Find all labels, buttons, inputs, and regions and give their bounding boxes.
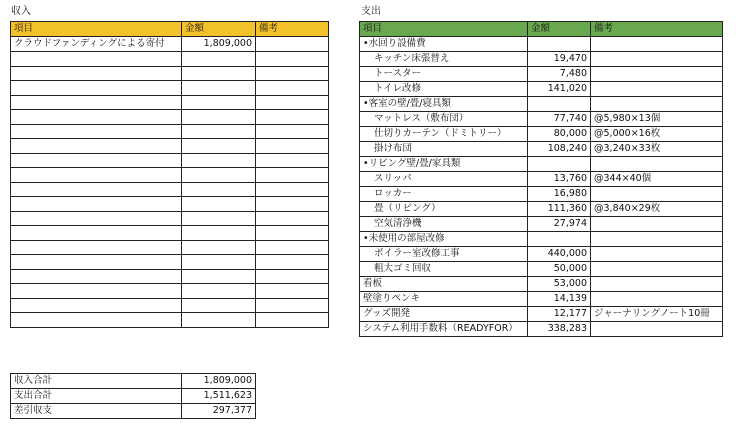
expense-amount: 108,240 xyxy=(528,142,591,157)
expense-amount xyxy=(528,97,591,112)
summary-row xyxy=(11,374,256,389)
expense-item: 壁塗りペンキ xyxy=(360,292,528,307)
expense-item: 掛け布団 xyxy=(360,142,528,157)
income-item xyxy=(11,95,182,110)
income-amount xyxy=(182,255,256,270)
income-item xyxy=(11,298,182,313)
income-amount: 1,809,000 xyxy=(182,37,256,52)
expense-note xyxy=(591,232,723,247)
expense-amount: 440,000 xyxy=(528,247,591,262)
income-amount xyxy=(182,52,256,67)
income-note xyxy=(256,255,329,270)
expense-title: 支出 xyxy=(361,6,381,17)
expense-note xyxy=(591,322,723,337)
income-amount xyxy=(182,182,256,197)
summary-row xyxy=(11,389,256,404)
expense-item: 看板 xyxy=(360,277,528,292)
expense-item: スリッパ xyxy=(360,172,528,187)
expense-amount xyxy=(528,37,591,52)
expense-amount xyxy=(528,232,591,247)
expense-item: 空気清浄機 xyxy=(360,217,528,232)
income-empty-row xyxy=(11,197,329,212)
income-item xyxy=(11,182,182,197)
expense-amount: 50,000 xyxy=(528,262,591,277)
expense-note: @344×40個 xyxy=(591,172,723,187)
expense-item: •水回り設備費 xyxy=(360,37,528,52)
expense-note xyxy=(591,262,723,277)
expense-row xyxy=(360,52,723,67)
income-note xyxy=(256,182,329,197)
expense-row xyxy=(360,97,723,112)
income-empty-row xyxy=(11,313,329,328)
expense-note xyxy=(591,52,723,67)
expense-item: 畳（リビング） xyxy=(360,202,528,217)
income-note xyxy=(256,153,329,168)
income-note xyxy=(256,124,329,139)
income-item xyxy=(11,269,182,284)
income-note xyxy=(256,37,329,52)
income-note xyxy=(256,95,329,110)
income-note xyxy=(256,284,329,299)
expense-amount: 338,283 xyxy=(528,322,591,337)
expense-item: •リビング壁/畳/家具類 xyxy=(360,157,528,172)
income-amount xyxy=(182,66,256,81)
income-row xyxy=(11,37,329,52)
income-empty-row xyxy=(11,168,329,183)
income-item xyxy=(11,66,182,81)
summary-label: 収入合計 xyxy=(11,374,182,389)
expense-note: @5,980×13個 xyxy=(591,112,723,127)
expense-note: @3,240×33枚 xyxy=(591,142,723,157)
income-empty-row xyxy=(11,110,329,125)
income-amount xyxy=(182,168,256,183)
expense-row xyxy=(360,232,723,247)
expense-note xyxy=(591,82,723,97)
income-amount xyxy=(182,211,256,226)
expense-amount: 77,740 xyxy=(528,112,591,127)
income-empty-row xyxy=(11,81,329,96)
expense-note: @3,840×29枚 xyxy=(591,202,723,217)
expense-item: 仕切りカーテン（ドミトリー） xyxy=(360,127,528,142)
summary-table xyxy=(10,373,256,419)
expense-amount: 53,000 xyxy=(528,277,591,292)
expense-item: トースター xyxy=(360,67,528,82)
income-empty-row xyxy=(11,226,329,241)
income-empty-row xyxy=(11,211,329,226)
expense-amount: 13,760 xyxy=(528,172,591,187)
expense-item: マットレス（敷布団） xyxy=(360,112,528,127)
expense-item: キッチン床張替え xyxy=(360,52,528,67)
expense-row xyxy=(360,322,723,337)
expense-note xyxy=(591,157,723,172)
income-note xyxy=(256,110,329,125)
income-empty-row xyxy=(11,52,329,67)
income-amount xyxy=(182,269,256,284)
expense-row xyxy=(360,247,723,262)
income-note xyxy=(256,52,329,67)
expense-note xyxy=(591,292,723,307)
expense-amount: 111,360 xyxy=(528,202,591,217)
summary-row xyxy=(11,404,256,419)
income-item xyxy=(11,197,182,212)
income-amount xyxy=(182,197,256,212)
expense-item: •客室の壁/畳/寝具類 xyxy=(360,97,528,112)
income-note xyxy=(256,298,329,313)
income-empty-row xyxy=(11,269,329,284)
income-amount xyxy=(182,110,256,125)
income-note xyxy=(256,197,329,212)
expense-note xyxy=(591,37,723,52)
expense-note xyxy=(591,187,723,202)
income-header-amount: 金額 xyxy=(182,22,256,37)
income-note xyxy=(256,313,329,328)
income-note xyxy=(256,211,329,226)
income-item xyxy=(11,255,182,270)
income-item xyxy=(11,153,182,168)
expense-amount xyxy=(528,157,591,172)
income-note xyxy=(256,240,329,255)
income-empty-row xyxy=(11,298,329,313)
income-item xyxy=(11,139,182,154)
income-empty-row xyxy=(11,66,329,81)
expense-item: システム利用手数料（READYFOR） xyxy=(360,322,528,337)
expense-row xyxy=(360,277,723,292)
summary-value: 1,809,000 xyxy=(182,374,256,389)
expense-amount: 80,000 xyxy=(528,127,591,142)
income-amount xyxy=(182,313,256,328)
expense-amount: 141,020 xyxy=(528,82,591,97)
income-item xyxy=(11,226,182,241)
expense-item: ボイラー室改修工事 xyxy=(360,247,528,262)
expense-row xyxy=(360,157,723,172)
income-item xyxy=(11,52,182,67)
expense-amount: 16,980 xyxy=(528,187,591,202)
income-item xyxy=(11,110,182,125)
expense-note xyxy=(591,277,723,292)
summary-label: 差引収支 xyxy=(11,404,182,419)
income-item xyxy=(11,81,182,96)
income-note xyxy=(256,66,329,81)
expense-note xyxy=(591,67,723,82)
expense-row xyxy=(360,262,723,277)
expense-note xyxy=(591,247,723,262)
income-empty-row xyxy=(11,95,329,110)
income-item xyxy=(11,240,182,255)
income-header-note: 備考 xyxy=(256,22,329,37)
income-item: クラウドファンディングによる寄付 xyxy=(11,37,182,52)
expense-item: •未使用の部屋改修 xyxy=(360,232,528,247)
expense-row xyxy=(360,112,723,127)
expense-row xyxy=(360,37,723,52)
expense-header-row xyxy=(360,22,723,37)
income-header-row xyxy=(11,22,329,37)
income-empty-row xyxy=(11,284,329,299)
expense-item: グッズ開発 xyxy=(360,307,528,322)
income-table xyxy=(10,21,329,328)
expense-note xyxy=(591,217,723,232)
income-item xyxy=(11,211,182,226)
income-note xyxy=(256,226,329,241)
income-amount xyxy=(182,240,256,255)
expense-item: ロッカー xyxy=(360,187,528,202)
expense-amount: 14,139 xyxy=(528,292,591,307)
expense-row xyxy=(360,67,723,82)
expense-row xyxy=(360,307,723,322)
income-amount xyxy=(182,95,256,110)
expense-amount: 12,177 xyxy=(528,307,591,322)
income-empty-row xyxy=(11,139,329,154)
expense-amount: 19,470 xyxy=(528,52,591,67)
income-note xyxy=(256,81,329,96)
income-amount xyxy=(182,226,256,241)
expense-table xyxy=(359,21,723,337)
income-note xyxy=(256,269,329,284)
expense-row xyxy=(360,202,723,217)
income-note xyxy=(256,139,329,154)
income-empty-row xyxy=(11,153,329,168)
expense-header-note: 備考 xyxy=(591,22,723,37)
summary-label: 支出合計 xyxy=(11,389,182,404)
expense-row xyxy=(360,292,723,307)
expense-amount: 7,480 xyxy=(528,67,591,82)
summary-value: 297,377 xyxy=(182,404,256,419)
expense-note xyxy=(591,97,723,112)
income-empty-row xyxy=(11,255,329,270)
income-item xyxy=(11,124,182,139)
expense-header-item: 項目 xyxy=(360,22,528,37)
expense-row xyxy=(360,142,723,157)
income-item xyxy=(11,284,182,299)
income-empty-row xyxy=(11,240,329,255)
expense-amount: 27,974 xyxy=(528,217,591,232)
expense-row xyxy=(360,187,723,202)
income-amount xyxy=(182,81,256,96)
expense-note: ジャーナリングノート10冊 xyxy=(591,307,723,322)
income-empty-row xyxy=(11,182,329,197)
income-header-item: 項目 xyxy=(11,22,182,37)
expense-item: 粗大ゴミ回収 xyxy=(360,262,528,277)
expense-row xyxy=(360,217,723,232)
income-empty-row xyxy=(11,124,329,139)
expense-item: トイレ改修 xyxy=(360,82,528,97)
income-amount xyxy=(182,139,256,154)
expense-row xyxy=(360,127,723,142)
summary-value: 1,511,623 xyxy=(182,389,256,404)
income-amount xyxy=(182,298,256,313)
income-note xyxy=(256,168,329,183)
expense-note: @5,000×16枚 xyxy=(591,127,723,142)
income-title: 収入 xyxy=(11,6,31,17)
income-amount xyxy=(182,153,256,168)
expense-row xyxy=(360,172,723,187)
expense-row xyxy=(360,82,723,97)
income-item xyxy=(11,168,182,183)
income-amount xyxy=(182,284,256,299)
expense-header-amount: 金額 xyxy=(528,22,591,37)
income-item xyxy=(11,313,182,328)
income-amount xyxy=(182,124,256,139)
